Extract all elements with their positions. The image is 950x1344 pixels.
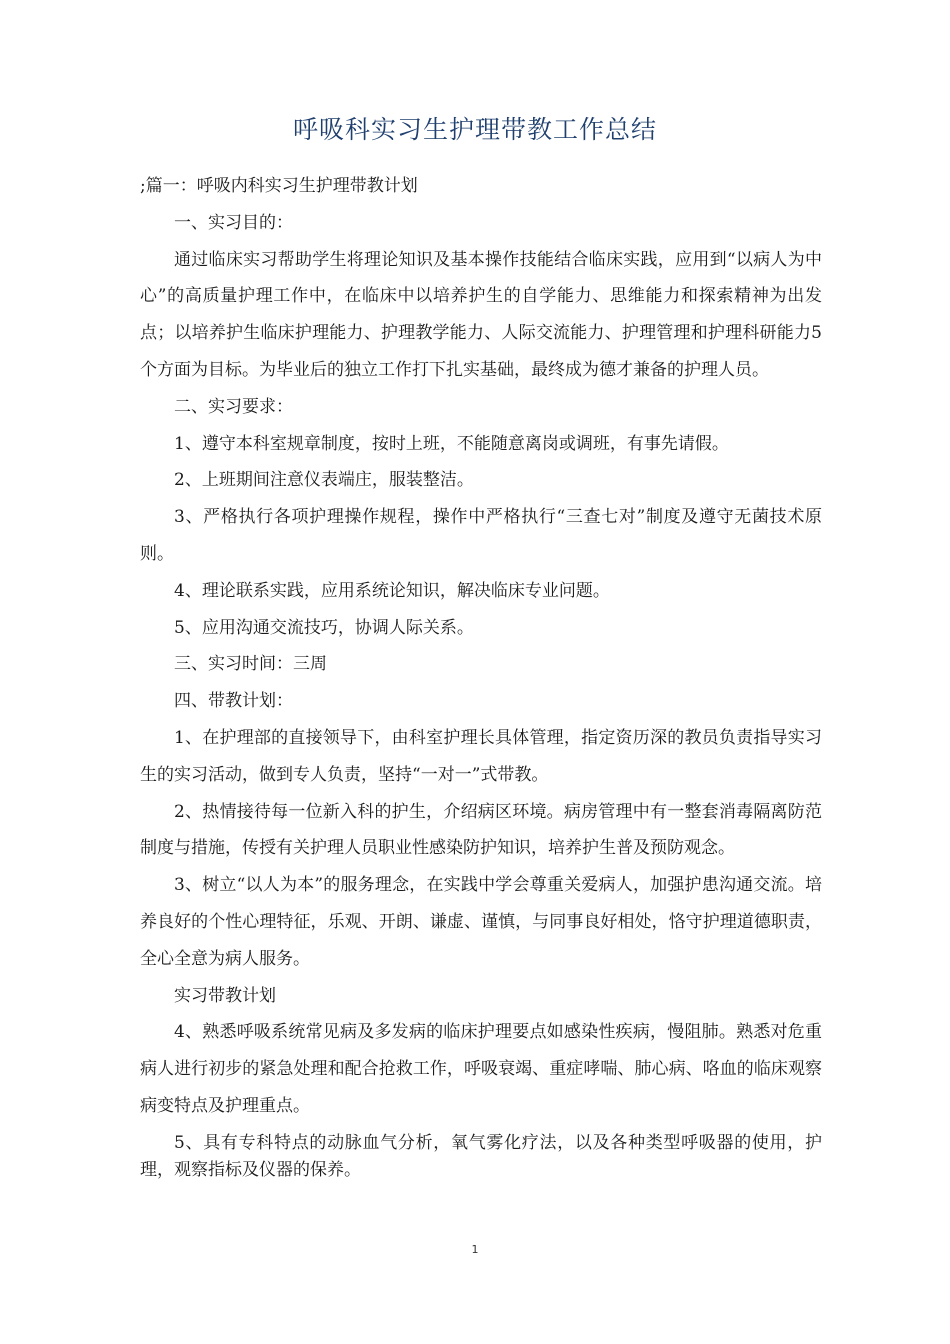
teaching-item-3: 3、树立“以人为本”的服务理念，在实践中学会尊重关爱病人，加强护患沟通交流。培养良好的个性心理特征，乐观、开朗、谦虚、谨慎，与同事良好相处，恪守护理道德职责，全心全意为病人服务。	[140, 875, 822, 969]
subheading-teaching-plan: 实习带教计划	[174, 985, 276, 1006]
section-heading-plan: ;篇一：呼吸内科实习生护理带教计划	[140, 176, 418, 196]
teaching-item-2: 2、热情接待每一位新入科的护生，介绍病区环境。病房管理中有一整套消毒隔离防范制度与措施，传授有关护理人员职业性感染防护知识，培养护生普及预防观念。	[140, 801, 822, 859]
teaching-item-1: 1、在护理部的直接领导下，由科室护理长具体管理，指定资历深的教员负责指导实习生的实习活动，做到专人负责，坚持“一对一”式带教。	[140, 727, 822, 785]
page-number: 1	[471, 1243, 479, 1256]
heading-requirements: 二、实习要求：	[174, 396, 293, 417]
requirement-item-3: 3、严格执行各项护理操作规程，操作中严格执行“三查七对”制度及遵守无菌技术原则。	[140, 507, 822, 564]
heading-teaching-plan: 四、带教计划：	[174, 691, 293, 712]
requirement-item-5: 5、应用沟通交流技巧，协调人际关系。	[174, 617, 474, 638]
document-body	[140, 168, 822, 1184]
heading-purpose: 一、实习目的：	[174, 212, 293, 233]
paragraph-purpose: 通过临床实习帮助学生将理论知识及基本操作技能结合临床实践，应用到“以病人为中心”的高质量护理工作中，在临床中以培养护生的自学能力、思维能力和探索精神为出发点；以培养护生临床护理能力、护理教学能力、人际交流能力、护理管理和护理科研能力5个方面为目标。为毕业后的独立工作打下扎实基础，最终成为德才兼备的护理人员。	[140, 249, 822, 380]
teaching-item-5: 5、具有专科特点的动脉血气分析，氧气雾化疗法，以及各种类型呼吸器的使用，护理，观察指标及仪器的保养。	[140, 1132, 822, 1180]
heading-duration: 三、实习时间：三周	[174, 654, 327, 675]
teaching-item-4: 4、熟悉呼吸系统常见病及多发病的临床护理要点如感染性疾病，慢阻肺。熟悉对危重病人进行初步的紧急处理和配合抢救工作，呼吸衰竭、重症哮喘、肺心病、咯血的临床观察病变特点及护理重点。	[140, 1022, 822, 1116]
requirement-item-2: 2、上班期间注意仪表端庄，服装整洁。	[174, 470, 474, 491]
requirement-item-4: 4、理论联系实践，应用系统论知识，解决临床专业问题。	[174, 580, 610, 601]
document-title: 呼吸科实习生护理带教工作总结	[292, 115, 657, 144]
requirement-item-1: 1、遵守本科室规章制度，按时上班，不能随意离岗或调班，有事先请假。	[174, 433, 729, 454]
